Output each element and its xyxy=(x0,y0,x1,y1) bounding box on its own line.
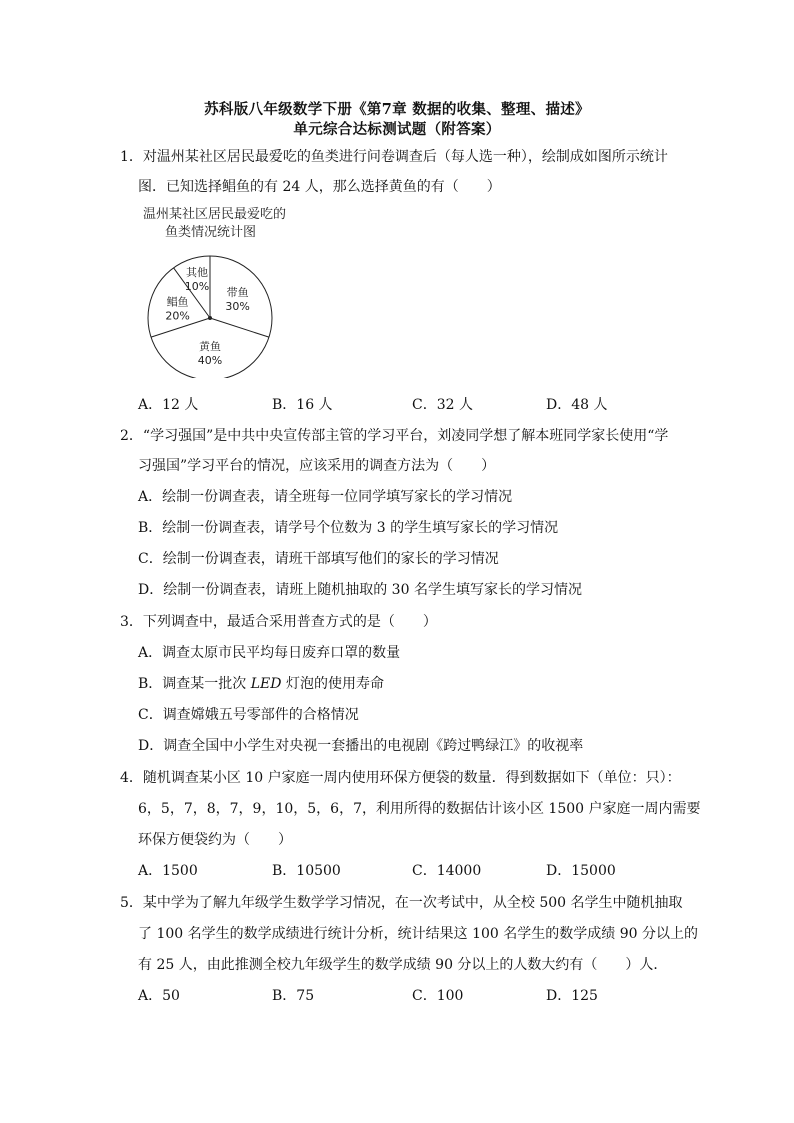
q4-option-a[interactable]: A．1500 xyxy=(138,863,198,879)
q2-option-d[interactable]: D．绘制一份调查表，请班上随机抽取的 30 名学生填写家长的学习情况 xyxy=(138,582,582,598)
pie-slice-label-1: 40% xyxy=(197,354,223,368)
q4-stem-line1: 4．随机调查某小区 10 户家庭一周内使用环保方便袋的数量．得到数据如下（单位：只）： xyxy=(120,770,681,786)
q1-option-b[interactable]: B．16 人 xyxy=(272,397,333,413)
q1-option-a[interactable]: A．12 人 xyxy=(138,397,199,413)
q5-stem-line2: 了 100 名学生的数学成绩进行统计分析，统计结果这 100 名学生的数学成绩 90 分以上的 xyxy=(138,926,698,942)
q4-option-d[interactable]: D．15000 xyxy=(546,863,616,879)
q2-option-b[interactable]: B．绘制一份调查表，请学号个位数为 3 的学生填写家长的学习情况 xyxy=(138,520,559,536)
q4-option-b[interactable]: B．10500 xyxy=(272,863,341,879)
q5-option-c[interactable]: C．100 xyxy=(412,988,464,1004)
q4-stem-line3: 环保方便袋约为（ ） xyxy=(138,832,292,848)
chart-title-line1: 温州某社区居民最爱吃的 xyxy=(143,207,287,222)
q3-option-a[interactable]: A．调查太原市民平均每日废弃口罩的数量 xyxy=(138,645,401,661)
chart-title-line2: 鱼类情况统计图 xyxy=(165,225,257,240)
q3-option-b[interactable] xyxy=(138,674,384,694)
q3-option-b-pre: B．调查某一批次 xyxy=(138,676,251,692)
q4-stem-line2: 6，5，7，8，7，9，10，5，6，7，利用所得的数据估计该小区 1500 户家庭一周内需要 xyxy=(138,801,701,817)
page-title: 苏科版八年级数学下册《第7章 数据的收集、整理、描述》 xyxy=(204,101,590,118)
q2-stem-line1: 2．“学习强国”是中共中央宣传部主管的学习平台，刘凌同学想了解本班同学家长使用“学 xyxy=(120,428,669,444)
q5-stem-line3: 有 25 人，由此推测全校九年级学生的数学成绩 90 分以上的人数大约有（ ）人． xyxy=(138,957,668,973)
q3-option-c[interactable]: C．调查嫦娥五号零部件的合格情况 xyxy=(138,707,359,723)
q2-stem-line2: 习强国”学习平台的情况，应该采用的调查方法为（ ） xyxy=(138,458,496,474)
q2-option-a[interactable]: A．绘制一份调查表，请全班每一位同学填写家长的学习情况 xyxy=(138,489,513,505)
q1-option-c[interactable]: C．32 人 xyxy=(412,397,473,413)
q1-option-d[interactable]: D．48 人 xyxy=(546,397,608,413)
pie-slice-label-2: 20% xyxy=(165,309,190,323)
q1-stem-line2: 图．已知选择鲳鱼的有 24 人，那么选择黄鱼的有（ ） xyxy=(138,179,501,195)
q5-stem-line1: 5．某中学为了解九年级学生数学学习情况，在一次考试中，从全校 500 名学生中随机抽取 xyxy=(120,895,683,911)
pie-slice-label-0: 30% xyxy=(225,299,250,313)
q3-option-b-post: 灯泡的使用寿命 xyxy=(281,676,384,692)
q3-stem: 3．下列调查中，最适合采用普查方式的是（ ） xyxy=(120,614,437,630)
q5-option-b[interactable]: B．75 xyxy=(272,988,315,1004)
q3-option-b-led: LED xyxy=(250,676,282,692)
pie-chart xyxy=(140,248,280,378)
q3-option-d[interactable]: D．调查全国中小学生对央视一套播出的电视剧《跨过鸭绿江》的收视率 xyxy=(138,738,584,754)
pie-center-dot xyxy=(208,316,212,320)
q5-option-a[interactable]: A．50 xyxy=(138,988,180,1004)
pie-slice-name-2: 鲳鱼 xyxy=(166,295,189,309)
q5-option-d[interactable]: D．125 xyxy=(546,988,598,1004)
pie-slice-name-0: 带鱼 xyxy=(226,285,249,299)
q1-stem-line1: 1．对温州某社区居民最爱吃的鱼类进行问卷调查后（每人选一种），绘制成如图所示统计 xyxy=(120,149,668,165)
q4-option-c[interactable]: C．14000 xyxy=(412,863,482,879)
pie-slice-name-1: 黄鱼 xyxy=(199,340,221,354)
pie-slice-label-3: 10% xyxy=(184,279,210,293)
q2-option-c[interactable]: C．绘制一份调查表，请班干部填写他们的家长的学习情况 xyxy=(138,551,499,567)
page-subtitle: 单元综合达标测试题（附答案） xyxy=(293,121,501,138)
pie-slice-name-3: 其他 xyxy=(185,265,208,279)
